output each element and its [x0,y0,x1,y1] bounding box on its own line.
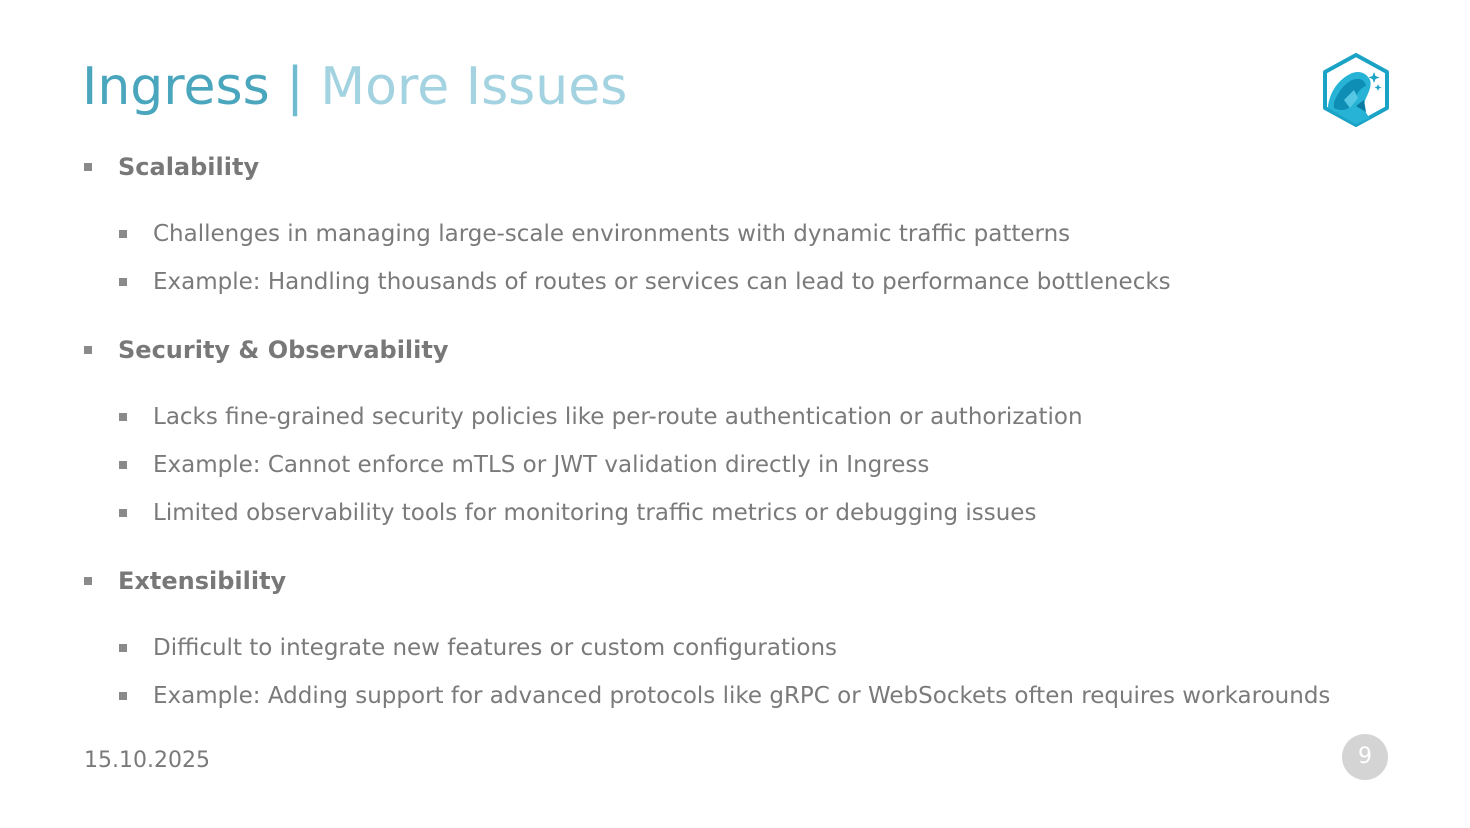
list-item [82,489,1412,537]
section-heading-text: Security & Observability [118,336,449,364]
list-item-text: Challenges in managing large-scale environments with dynamic traffic patterns [153,221,1071,247]
list-item [82,441,1412,489]
section-security-observability [82,329,1412,537]
list-item-text: Example: Cannot enforce mTLS or JWT validation directly in Ingress [153,452,930,478]
slide-title [82,56,627,118]
square-bullet-icon [119,644,127,652]
page-number-badge: 9 [1342,734,1388,780]
title-main: Ingress [82,57,270,117]
list-item [82,672,1412,720]
square-bullet-icon [84,163,92,171]
list-item [82,624,1412,672]
section-heading-text: Scalability [118,153,260,181]
square-bullet-icon [84,346,92,354]
footer-date: 15.10.2025 [84,748,210,773]
square-bullet-icon [119,413,127,421]
list-item-text: Example: Adding support for advanced protocols like gRPC or WebSockets often requires workarounds [153,683,1331,709]
title-subtitle: More Issues [320,57,628,117]
square-bullet-icon [119,461,127,469]
title-separator: | [269,57,321,117]
list-item [82,210,1412,258]
list-item [82,393,1412,441]
section-extensibility [82,560,1412,720]
square-bullet-icon [119,278,127,286]
square-bullet-icon [119,509,127,517]
list-item [82,258,1412,306]
square-bullet-icon [84,577,92,585]
list-item-text: Lacks fine-grained security policies like per-route authentication or authorization [153,404,1083,430]
section-heading [82,329,1412,371]
section-heading [82,146,1412,188]
section-heading-text: Extensibility [118,567,287,595]
square-bullet-icon [119,692,127,700]
list-item-text: Example: Handling thousands of routes or services can lead to performance bottlenecks [153,269,1171,295]
list-item-text: Limited observability tools for monitoring traffic metrics or debugging issues [153,500,1037,526]
list-item-text: Difficult to integrate new features or custom configurations [153,635,838,661]
section-heading [82,560,1412,602]
section-scalability [82,146,1412,306]
bullet-content [82,146,1412,720]
square-bullet-icon [119,230,127,238]
hexagon-whale-logo-icon [1320,52,1392,128]
